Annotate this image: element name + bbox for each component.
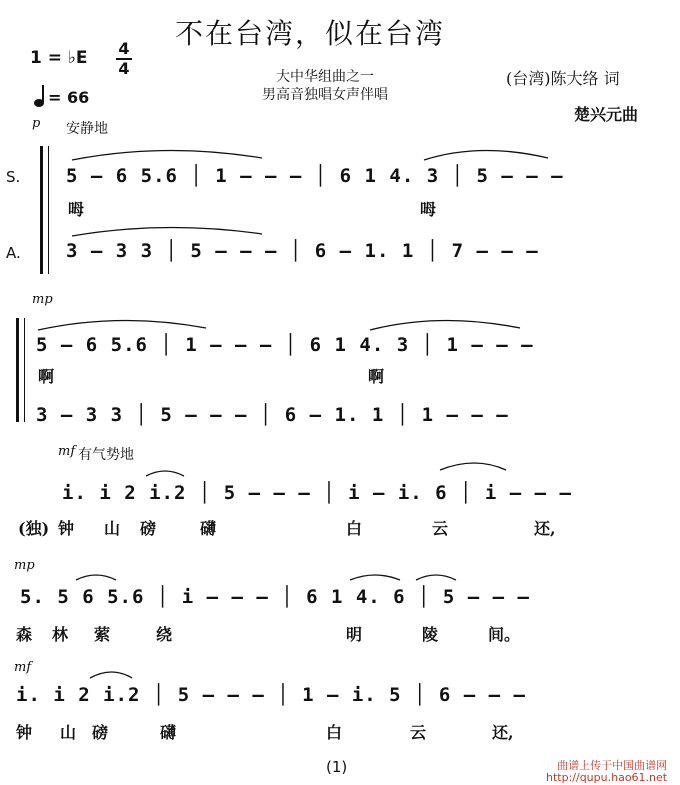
lyric: 还,	[534, 519, 556, 538]
lyric: 森	[16, 625, 33, 644]
page-title: 不在台湾，似在台湾	[175, 17, 446, 50]
time-sig-bottom: 4	[118, 59, 130, 78]
solo-notes-3: i. i 2 i.2 │ 5 — — — │ 1 — i. 5 │ 6 — — —	[16, 684, 526, 706]
lyricist-credit: (台湾)陈大络 词	[506, 69, 620, 88]
lyric: 明	[346, 625, 363, 644]
tempo-value: = 66	[48, 88, 90, 107]
voice-label-alto: A.	[6, 244, 21, 262]
soprano-lyric-2a: 啊	[38, 367, 55, 386]
lyric: 云	[410, 723, 427, 742]
alto-notes-2: 3 — 3 3 │ 5 — — — │ 6 — 1. 1 │ 1 — — —	[36, 404, 509, 426]
lyric: 白	[326, 723, 343, 742]
soprano-lyric-1b: 呣	[420, 200, 437, 219]
solo-notes-1: i. i 2 i.2 │ 5 — — — │ i — i. 6 │ i — — —	[62, 482, 572, 504]
lyric: 礴	[160, 723, 177, 742]
watermark	[546, 760, 667, 784]
composer-credit: 楚兴元曲	[574, 105, 639, 124]
lyric: 礴	[200, 519, 217, 538]
page-number: (1)	[326, 758, 348, 776]
dynamic-mp-1: mp	[32, 292, 53, 307]
lyric: 钟	[16, 723, 33, 742]
soprano-notes-1: 5 — 6 5.6 │ 1 — — — │ 6 1 4. 3 │ 5 — — —	[66, 165, 564, 187]
key-signature: 1 = ♭E	[30, 48, 88, 68]
lyric: 磅	[92, 723, 109, 742]
lyric: 林	[52, 625, 69, 644]
lyric: 钟	[58, 519, 75, 538]
alto-notes-1: 3 — 3 3 │ 5 — — — │ 6 — 1. 1 │ 7 — — —	[66, 240, 539, 262]
subtitle-line-1: 大中华组曲之一	[276, 69, 374, 85]
time-sig-top: 4	[118, 39, 130, 58]
watermark-line-1: 曲谱上传于中国曲谱网	[557, 759, 668, 772]
watermark-line-2: http://qupu.hao61.net	[546, 771, 668, 784]
subtitle-line-2: 男高音独唱女声伴唱	[262, 87, 388, 103]
lyric: 还,	[492, 723, 514, 742]
lyric: 绕	[156, 625, 173, 644]
solo-marker: (独)	[18, 519, 50, 538]
dynamic-mf-2: mf	[14, 660, 32, 675]
lyric: 陵	[422, 625, 439, 644]
dynamic-p: p	[32, 116, 41, 131]
lyric: 磅	[140, 519, 157, 538]
lyric: 白	[346, 519, 363, 538]
lyric: 萦	[94, 625, 111, 644]
lyric: 间。	[488, 625, 521, 644]
dynamic-mp-2: mp	[14, 558, 35, 573]
soprano-lyric-2b: 啊	[368, 367, 385, 386]
voice-label-soprano: S.	[6, 168, 21, 186]
lyric: 云	[432, 519, 449, 538]
dynamic-mf-1: mf	[58, 444, 76, 459]
expression-quiet: 安静地	[66, 121, 108, 137]
solo-notes-2: 5. 5 6 5.6 │ i — — — │ 6 1 4. 6 │ 5 — — —	[20, 586, 530, 608]
lyric: 山	[60, 723, 77, 742]
soprano-lyric-1a: 呣	[68, 200, 85, 219]
expression-majestic: 有气势地	[78, 447, 134, 463]
soprano-notes-2: 5 — 6 5.6 │ 1 — — — │ 6 1 4. 3 │ 1 — — —	[36, 334, 534, 356]
lyric: 山	[104, 519, 121, 538]
